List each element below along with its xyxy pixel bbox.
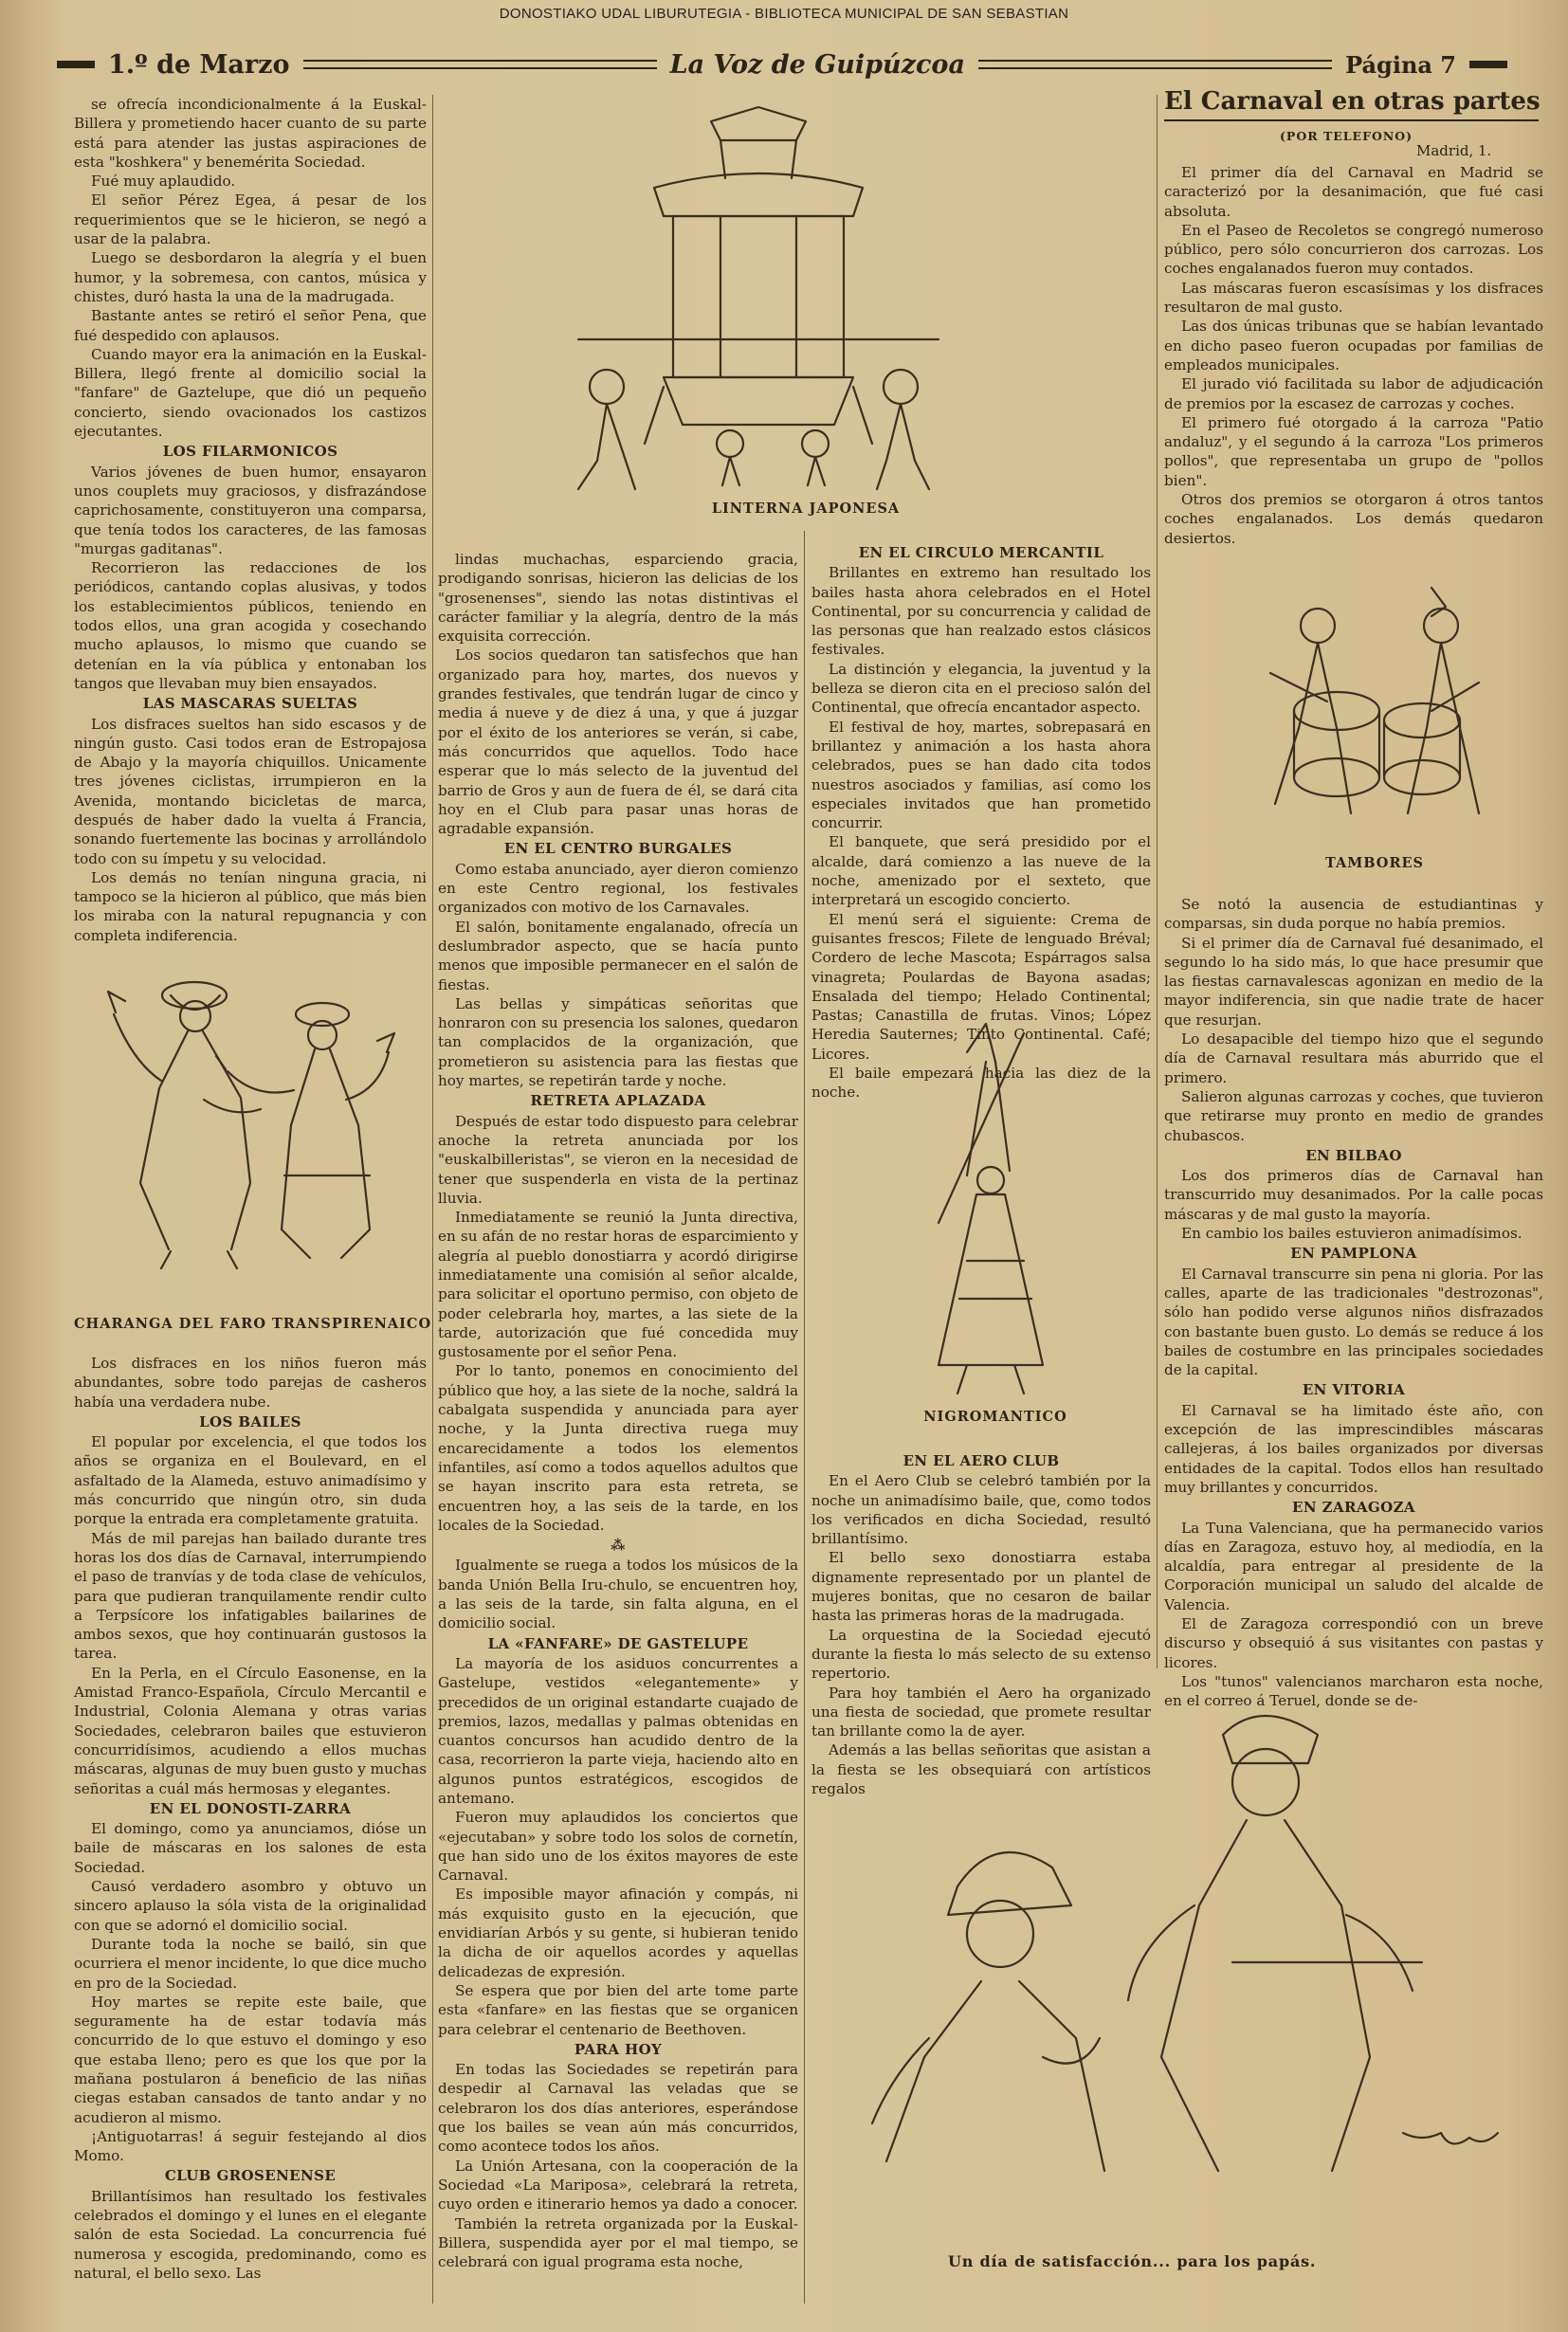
caption-linterna: LINTERNA JAPONESA bbox=[711, 501, 901, 517]
paragraph: En cambio los bailes estuvieron animadísimos. bbox=[1181, 1225, 1522, 1243]
paragraph: Salieron algunas carrozas y coches, que tuvieron que retirarse muy pronto en medio de grandes chubascos. bbox=[1164, 1087, 1543, 1144]
paragraph: También la retreta organizada por la Euskal-Billera, suspendida ayer por el mal tiempo, se celebrará con igual programa esta noche, bbox=[438, 2214, 798, 2271]
section-heading: CLUB GROSENENSE bbox=[164, 2167, 337, 2185]
article-column-1 bbox=[74, 95, 427, 976]
paragraph: El festival de hoy, martes, sobrepasará en brillantez y animación a los hasta ahora celebrados, pues se han dado cita todos nuestros asociados y familias, así como los especiales invitados que han prometido concurrir. bbox=[811, 718, 1151, 832]
issue-date: 1.º de Marzo bbox=[108, 49, 290, 80]
section-heading: EN EL DONOSTI-ZARRA bbox=[149, 1799, 352, 1817]
headline-carnaval-otras-partes: El Carnaval en otras partes bbox=[1164, 87, 1541, 116]
paragraph: Se notó la ausencia de estudiantinas y comparsas, sin duda porque no había premios. bbox=[1164, 896, 1543, 933]
column-divider bbox=[432, 95, 433, 2304]
paragraph: Los disfraces sueltos han sido escasos y de ningún gusto. Casi todos eran de Estropajosa de Abajo y la mayoría chiquillos. Unicamente tres jóvenes ciclistas, irrumpieron en la Avenida, montando bicicletas de marca, después de haber dado la vuelta á Francia, sonando fuertemente las bocinas y arrollándolo todo con su ímpetu y su velocidad. bbox=[74, 715, 427, 867]
section-heading: LAS MASCARAS SUELTAS bbox=[142, 695, 358, 713]
paragraph: se ofrecía incondicionalmente á la Euskal-Billera y prometiendo hacer cuanto de su parte está para atender las justas aspiraciones de esta "koshkera" y benemérita Sociedad. bbox=[74, 96, 427, 171]
paragraph: El popular por excelencia, el que todos los años se organiza en el Boulevard, en el asfaltado de la Alameda, estuvo animadísimo y más concurrido que ningún otro, sin duda porque la entrada era completamente gratuita. bbox=[74, 1433, 427, 1528]
paragraph: En todas las Sociedades se repetirán para despedir al Carnaval las veladas que se celebraron los dos días anteriores, esperándose que los bailes se vean aún más concurridos, como acontece todos los años. bbox=[438, 2061, 798, 2156]
newspaper-title: La Voz de Guipúzcoa bbox=[669, 49, 965, 80]
article-column-2 bbox=[438, 550, 798, 2304]
section-heading: EN EL CIRCULO MERCANTIL bbox=[858, 544, 1104, 561]
caption-nigromantico: NIGROMANTICO bbox=[923, 1409, 1067, 1425]
paragraph: Causó verdadero asombro y obtuvo un sincero aplauso la sóla vista de la originalidad con que se adornó el domicilio social. bbox=[74, 1878, 427, 1934]
paragraph: Hoy martes se repite este baile, que seguramente ha de estar todavía más concurrido de lo que estuvo el domingo y eso que estaba lleno; pero es que los que por la mañana postularon á beneficio de las niñas ciegas estaban cansados de tanto andar y no acudieron al mismo. bbox=[74, 1993, 427, 2126]
masthead-rule-left bbox=[303, 60, 657, 69]
paragraph: Fueron muy aplaudidos los conciertos que «ejecutaban» y sobre todo los solos de cornetín, que han sido uno de los éxitos mayores de este Carnaval. bbox=[438, 1809, 798, 1885]
masthead-ornament-left bbox=[57, 61, 95, 68]
paragraph: El primer día del Carnaval en Madrid se caracterizó por la desanimación, que fué casi absoluta. bbox=[1164, 164, 1543, 220]
paragraph: Se espera que por bien del arte tome parte esta «fanfare» en las fiestas que se organicen para celebrar el centenario de Beethoven. bbox=[438, 1981, 798, 2038]
charanga-illustration bbox=[104, 957, 417, 1270]
paragraph: lindas muchachas, esparciendo gracia, prodigando sonrisas, hicieron las delicias de los "grosenenses", siendo las notas distintivas el carácter familiar y la alegría, dentro de la más exquisita corrección. bbox=[438, 551, 798, 646]
paragraph: Recorrieron las redacciones de los periódicos, cantando coplas alusivas, y todos los establecimientos públicos, teniendo en todos ellos, una gran acogida y cosechando mucho aplausos, lo mismo que cuando se detenían en la vía pública y entonaban los tangos que llevaban muy bien ensayados. bbox=[74, 559, 427, 692]
caption-satisfaccion: Un día de satisfacción... para los papás. bbox=[948, 2252, 1317, 2270]
section-heading: EN PAMPLONA bbox=[1290, 1245, 1417, 1263]
paragraph: Fué muy aplaudido. bbox=[91, 173, 236, 191]
paragraph: Es imposible mayor afinación y compás, ni más exquisito gusto en la ejecución, que envidiarían Arbós y su gente, si hubieran tenido la dicha de oir aquellos acordes y aquellas delicadezas de expresión. bbox=[438, 1886, 798, 1980]
caption-charanga: CHARANGA DEL FARO TRANSPIRENAICO bbox=[74, 1316, 432, 1332]
paragraph: Para hoy también el Aero ha organizado una fiesta de sociedad, que promete resultar tan brillante como la de ayer. bbox=[811, 1684, 1151, 1740]
paragraph: Las bellas y simpáticas señoritas que honraron con su presencia los salones, quedaron tan complacidos de la organización, que prometieron su asistencia para las fiestas que hoy martes, se repetirán tarde y noche. bbox=[438, 994, 798, 1090]
paragraph: Las máscaras fueron escasísimas y los disfraces resultaron de mal gusto. bbox=[1164, 279, 1543, 317]
archive-header: DONOSTIAKO UDAL LIBURUTEGIA - BIBLIOTECA MUNICIPAL DE SAN SEBASTIAN bbox=[499, 6, 1069, 22]
headline-rule bbox=[1164, 119, 1539, 121]
article-column-4-continued bbox=[1164, 895, 1543, 1710]
paragraph: El Carnaval se ha limitado éste año, con excepción de las imprescindibles máscaras callejeras, á los bailes organizados por diversas entidades de la capital. Todos ellos han resultado muy brillantes y concurridos. bbox=[1164, 1401, 1543, 1496]
page-number: Página 7 bbox=[1345, 50, 1456, 79]
linterna-illustration bbox=[540, 102, 957, 501]
paragraph: Además a las bellas señoritas que asistan a la fiesta se les obsequiará con artísticos regalos bbox=[811, 1741, 1151, 1798]
paragraph: Las dos únicas tribunas que se habían levantado en dicho paseo fueron ocupadas por familias de empleados municipales. bbox=[1164, 318, 1543, 373]
paragraph: Los demás no tenían ninguna gracia, ni tampoco se la hicieron al público, que más bien los miraba con la natural repugnancia y con completa indiferencia. bbox=[74, 868, 427, 944]
section-heading: PARA HOY bbox=[574, 2040, 663, 2058]
paragraph: Los disfraces en los niños fueron más abundantes, sobre todo parejas de casheros había una verdadera nube. bbox=[74, 1355, 427, 1411]
paragraph: El Carnaval transcurre sin pena ni gloria. Por las calles, aparte de las tradicionales "destrozonas", sólo han podido verse algunos niños disfrazados con bastante buen gusto. Lo demás se reduce á los bailes de costumbre en las principales sociedades de la capital. bbox=[1164, 1265, 1543, 1379]
paragraph: En el Paseo de Recoletos se congregó numeroso público, pero sólo concurrieron dos carrozas. Los coches engalanados fueron muy contados. bbox=[1164, 221, 1543, 278]
paragraph: El jurado vió facilitada su labor de adjudicación de premios por la escasez de carrozas y coches. bbox=[1164, 375, 1543, 412]
section-heading: EN ZARAGOZA bbox=[1292, 1499, 1415, 1517]
section-heading: ⁂ bbox=[611, 1537, 626, 1555]
paragraph: Como estaba anunciado, ayer dieron comienzo en este Centro regional, los festivales organizados con motivo de los Carnavales. bbox=[438, 860, 798, 917]
masthead bbox=[57, 47, 1507, 82]
article-column-3 bbox=[811, 542, 1151, 1102]
paragraph: Si el primer día de Carnaval fué desanimado, el segundo lo ha sido más, lo que hace presumir que las fiestas carnavalescas agonizan en medio de la mayor indiferencia, sin que nadie trate de hacer que resurjan. bbox=[1164, 934, 1543, 1029]
paragraph: El bello sexo donostiarra estaba dignamente representado por un plantel de mujeres bonitas, que no cesaron de bailar hasta las primeras horas de la madrugada. bbox=[811, 1549, 1151, 1625]
paragraph: El de Zaragoza correspondió con un breve discurso y obsequió á sus visitantes con pastas y licores. bbox=[1164, 1614, 1543, 1671]
paragraph: Más de mil parejas han bailado durante tres horas los dos días de Carnaval, interrumpiendo el paso de tranvías y de toda clase de vehículos, para que pudieran tranquilamente rendir culto a Terpsícore los infatigables bailarines de ambos sexos, que hoy continuarán gustosos la tarea. bbox=[74, 1529, 427, 1663]
paragraph: Los socios quedaron tan satisfechos que han organizado para hoy, martes, dos nuevos y grandes festivales, que tendrán lugar de cinco y media á nueve y de diez á una, y que á juzgar por el éxito de los anteriores se verán, si cabe, más concurridos que aquellos. Todo hace esperar que lo más selecto de la juventud del barrio de Gros y aun de fuera de él, se dará cita hoy en el Club para pasar unas horas de agradable expansión. bbox=[438, 647, 798, 838]
paragraph: Lo desapacible del tiempo hizo que el segundo día de Carnaval resultara más aburrido que el primero. bbox=[1164, 1030, 1543, 1086]
section-heading: EN EL CENTRO BURGALES bbox=[503, 840, 733, 858]
paragraph: El salón, bonitamente engalanado, ofrecía un deslumbrador aspecto, que se hacía punto menos que imposible permanecer en el salón de fiestas. bbox=[438, 918, 798, 993]
section-heading: LOS FILARMONICOS bbox=[162, 443, 338, 461]
paragraph: Durante toda la noche se bailó, sin que ocurriera el menor incidente, lo que dice mucho en pro de la Sociedad. bbox=[74, 1935, 427, 1992]
section-heading: EN VITORIA bbox=[1302, 1381, 1406, 1399]
paragraph: Luego se desbordaron la alegría y el buen humor, y la sobremesa, con cantos, música y chistes, duró hasta la una de la madrugada. bbox=[74, 249, 427, 305]
caption-tambores: TAMBORES bbox=[1324, 855, 1425, 871]
paragraph: En el Aero Club se celebró también por la noche un animadísimo baile, que, como todos los verificados en dicha Sociedad, resultó brillantísimo. bbox=[811, 1472, 1151, 1548]
article-column-1-continued bbox=[74, 1354, 427, 2302]
section-heading: RETRETA APLAZADA bbox=[530, 1092, 706, 1110]
paragraph: Brillantes en extremo han resultado los bailes hasta ahora celebrados en el Hotel Continental, por su concurrencia y calidad de las personas que han realzado estos clásicos festivales. bbox=[811, 564, 1151, 659]
masthead-ornament-right bbox=[1469, 61, 1507, 68]
papas-illustration bbox=[815, 1697, 1536, 2199]
paragraph: El menú será el siguiente: Crema de guisantes frescos; Filete de lenguado Bréval; Cordero de leche Mascota; Espárragos salsa vinagreta; Poulardas de Bayona asadas; Ensalada del tiempo; Helado Continental; Pastas; Canastilla de frutas. Vinos; López Heredia Sauternes; Tinto Continental. Café; Licores. bbox=[811, 910, 1151, 1063]
paragraph: El baile empezará hacia las diez de la noche. bbox=[811, 1065, 1151, 1102]
column-divider bbox=[804, 531, 805, 2304]
paragraph: Después de estar todo dispuesto para celebrar anoche la retreta anunciada por los "euskalbilleristas", se vieron en la necesidad de tener que suspenderla en vista de la pertinaz lluvia. bbox=[438, 1112, 798, 1207]
dateline-madrid: Madrid, 1. bbox=[1416, 142, 1492, 159]
tambores-illustration bbox=[1232, 569, 1517, 844]
section-heading: LOS BAILES bbox=[199, 1412, 301, 1430]
paragraph: ¡Antiguotarras! á seguir festejando al dios Momo. bbox=[74, 2127, 427, 2165]
nigromantico-illustration bbox=[910, 1014, 1081, 1403]
paragraph: Los "tunos" valencianos marcharon esta noche, en el correo á Teruel, donde se de- bbox=[1164, 1672, 1543, 1710]
paragraph: La distinción y elegancia, la juventud y la belleza se dieron cita en el precioso salón del Continental, que ofrecía encantador aspecto. bbox=[811, 660, 1151, 717]
paragraph: Otros dos premios se otorgaron á otros tantos coches engalanados. Los demás quedaron desiertos. bbox=[1164, 491, 1543, 547]
paragraph: Cuando mayor era la animación en la Euskal-Billera, llegó frente al domicilio social la "fanfare" de Gaztelupe, que dió un pequeño concierto, siendo ovacionados los castizos ejecutantes. bbox=[74, 345, 427, 441]
section-heading: EN EL AERO CLUB bbox=[903, 1452, 1060, 1469]
paragraph: En la Perla, en el Círculo Easonense, en la Amistad Franco-Española, Círculo Mercantil e Industrial, Colonia Alemana y otras varias Sociedades, celebraron bailes que estuvieron concurridísimos, acudiendo a ellos muchas máscaras, algunas de muy buen gusto y muchas señoritas a cuál más hermosas y elegantes. bbox=[74, 1664, 427, 1797]
paragraph: Varios jóvenes de buen humor, ensayaron unos couplets muy graciosos, y disfrazándose caprichosamente, constituyeron una comparsa, que tenía todos los caracteres, de las famosas "murgas gaditanas". bbox=[74, 463, 427, 557]
paragraph: La Unión Artesana, con la cooperación de la Sociedad «La Mariposa», celebrará la retreta, cuyo orden e itinerario hemos ya dado a conocer. bbox=[438, 2157, 798, 2214]
paragraph: El señor Pérez Egea, á pesar de los requerimientos que se le hicieron, se negó a usar de la palabra. bbox=[74, 191, 427, 248]
paragraph: Por lo tanto, ponemos en conocimiento del público que hoy, a las siete de la noche, saldrá la cabalgata suspendida y anunciada para ayer noche, y la Junta directiva ruega muy encarecidamente a todos los elementos infantiles, así como a todos aquellos adultos que se hayan inscrito para esta retreta, se encuentren hoy, a las seis de la tarde, en los locales de la Sociedad. bbox=[438, 1362, 798, 1534]
paragraph: Los dos primeros días de Carnaval han transcurrido muy desanimados. Por la calle pocas máscaras y de mal gusto la mayoría. bbox=[1164, 1167, 1543, 1223]
byline-telefono: (POR TELEFONO) bbox=[1280, 129, 1413, 143]
paragraph: La Tuna Valenciana, que ha permanecido varios días en Zaragoza, estuvo hoy, al mediodía, en la alcaldía, para entregar al presidente de la Corporación municipal un saludo del alcalde de Valencia. bbox=[1164, 1519, 1543, 1613]
paragraph: El banquete, que será presidido por el alcalde, dará comienzo a las nueve de la noche, amenizado por el sexteto, que interpretará un escogido concierto. bbox=[811, 833, 1151, 909]
article-column-4 bbox=[1164, 163, 1543, 571]
paragraph: Bastante antes se retiró el señor Pena, que fué despedido con aplausos. bbox=[74, 307, 427, 344]
paragraph: La orquestina de la Sociedad ejecutó durante la fiesta lo más selecto de su extenso repertorio. bbox=[811, 1626, 1151, 1683]
paragraph: La mayoría de los asiduos concurrentes a Gastelupe, vestidos «elegantemente» y precedidos de un original estandarte cuajado de premios, lazos, medallas y palmas obtenidas en cuantos concursos han acudido dentro de la casa, recorrieron la parte vieja, haciendo alto en algunos puntos estratégicos, escogidos de antemano. bbox=[438, 1654, 798, 1807]
section-heading: EN BILBAO bbox=[1305, 1146, 1402, 1164]
paragraph: Brillantísimos han resultado los festivales celebrados el domingo y el lunes en el elegante salón de esta Sociedad. La concurrencia fué numerosa y escogida, predominando, como es natural, el bello sexo. Las bbox=[74, 2187, 427, 2282]
masthead-rule-right bbox=[978, 60, 1332, 69]
column-divider bbox=[1157, 95, 1158, 1668]
article-column-3-continued bbox=[811, 1450, 1151, 1798]
section-heading: LA «FANFARE» DE GASTELUPE bbox=[487, 1634, 749, 1652]
paragraph: El primero fué otorgado á la carroza "Patio andaluz", y el segundo á la carroza "Los primeros pollos", que representaba un grupo de "pollos bien". bbox=[1164, 413, 1543, 489]
paragraph: El domingo, como ya anunciamos, dióse un baile de máscaras en los salones de esta Sociedad. bbox=[74, 1820, 427, 1876]
paragraph: Igualmente se ruega a todos los músicos de la banda Unión Bella Iru-chulo, se encuentren hoy, a las seis de la tarde, sin falta alguna, en el domicilio social. bbox=[438, 1557, 798, 1632]
paragraph: Inmediatamente se reunió la Junta directiva, en su afán de no restar horas de esparcimiento y alegría al pueblo donostiarra y acordó dirigirse inmediatamente una comisión al señor alcalde, para solicitar el oportuno permiso, con objeto de poder celebrarla hoy, martes, a las siete de la tarde, autorización que fué concedida muy gustosamente por el señor Pena. bbox=[438, 1209, 798, 1361]
